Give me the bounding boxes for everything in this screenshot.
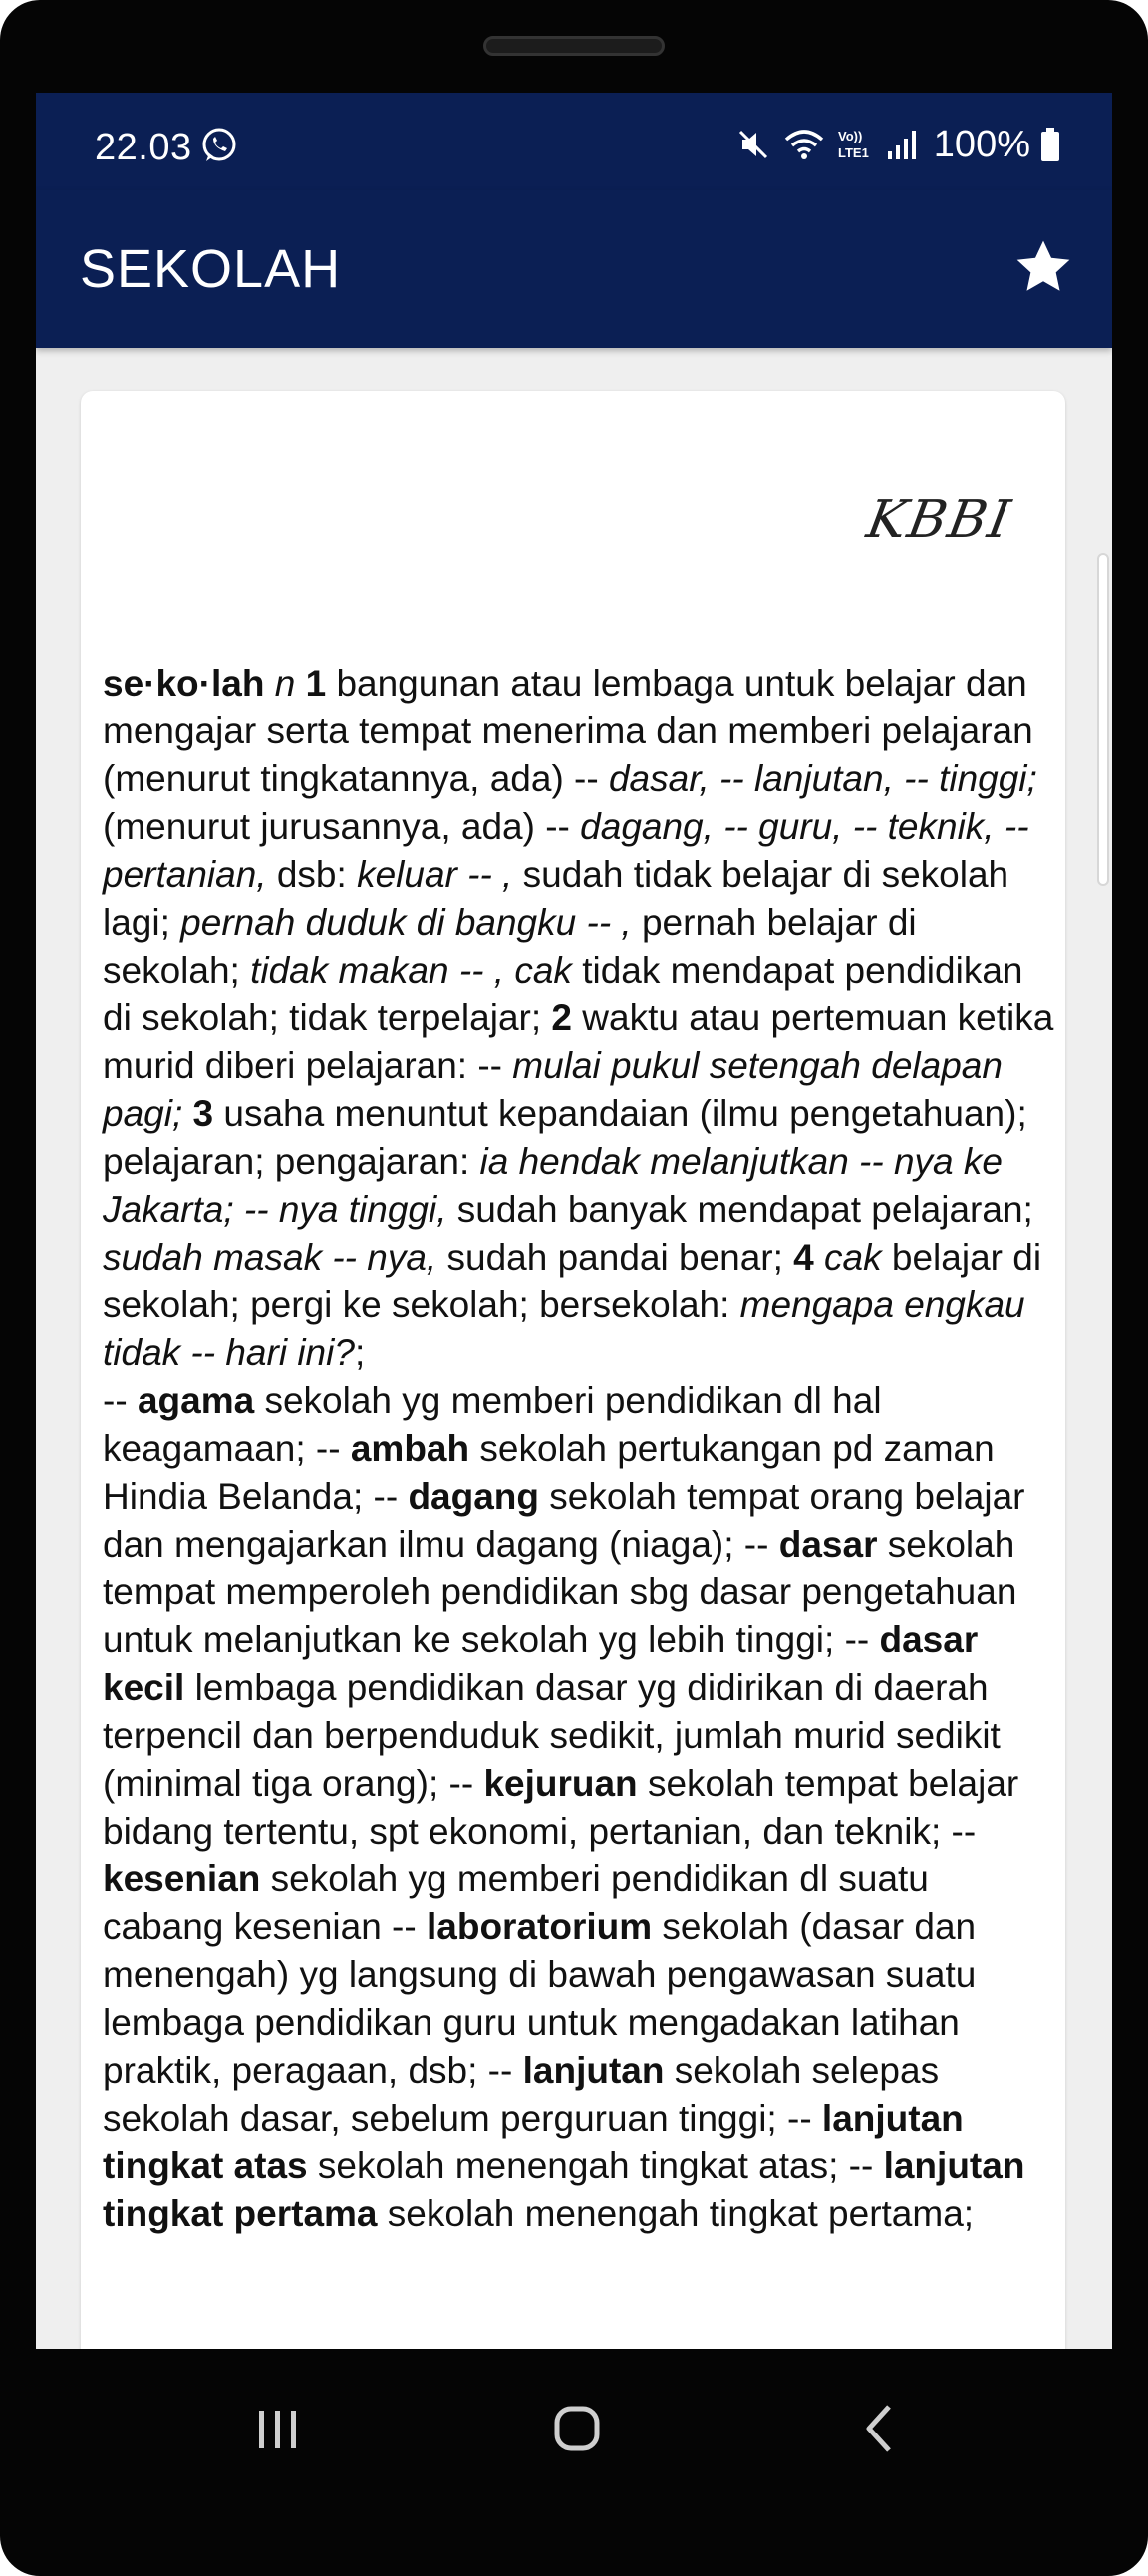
signal-icon	[886, 128, 920, 161]
sense-text: sudah pandai benar;	[446, 1237, 783, 1278]
sense-text: sudah tidak belajar di sekolah lagi;	[103, 854, 1009, 943]
volte-icon	[836, 126, 876, 163]
back-icon[interactable]	[847, 2399, 917, 2458]
dictionary-entry: se·ko·lah n 1 bangunan atau lembaga untuk belajar dan mengajar serta tempat menerima dan memberi pelajaran (menurut tingkatannya, ada) -- dasar, -- lanjutan, -- tinggi; (menurut jurusannya, ada) -- dagang, -- guru, -- teknik, -- pertanian, dsb: keluar -- , sudah tidak belajar di sekolah lagi; pernah duduk di bangku -- , pernah belajar di sekolah; tidak makan -- , cak tidak mendapat pendidikan di sekolah; tidak terpelajar; 2 waktu atau pertemuan ketika murid diberi pelajaran: -- mulai pukul setengah delapan pagi; 3 usaha menuntut kepandaian (ilmu pengetahuan); pelajaran; pengajaran: ia hendak melanjutkan -- nya ke Jakarta; -- nya tinggi, sudah banyak mendapat pelajaran; sudah masak -- nya, sudah pandai benar; 4 cak belajar di sekolah; pergi ke sekolah; bersekolah: mengapa engkau tidak -- hari ini?; -- agama sekolah yg memberi pendidikan dl hal keagamaan; -- ambah sekolah pertukangan pd zaman Hindia Belanda; -- dagang sekolah tempat orang belajar dan mengajarkan ilmu dagang (niaga); -- dasar sekolah tempat memperoleh pendidikan sbg dasar pengetahuan untuk melanjutkan ke sekolah yg lebih tinggi; -- dasar kecil lembaga pendidikan dasar yg didirikan di daerah terpencil dan berpenduduk sedikit, jumlah murid sedikit (minimal tiga orang); -- kejuruan sekolah tempat belajar bidang tertentu, spt ekonomi, pertanian, dan teknik; -- kesenian sekolah yg memberi pendidikan dl suatu cabang kesenian -- laboratorium sekolah (dasar dan menengah) yg langsung di bawah pengawasan suatu lembaga pendidikan guru untuk mengadakan latihan praktik, peragaan, dsb; -- lanjutan sekolah selepas sekolah dasar, sebelum perguruan tinggi; -- lanjutan tingkat atas sekolah menengah tingkat atas; -- lanjutan tingkat pertama sekolah menengah tingkat pertama;	[103, 663, 1054, 2234]
sub-entry-term: kesenian	[103, 1859, 261, 1899]
kbbi-logo: KBBI	[862, 490, 1016, 550]
sense-text: sudah banyak mendapat pelajaran;	[456, 1189, 1033, 1230]
sense-example: tidak makan -- ,	[250, 950, 505, 991]
svg-text:LTE1: LTE1	[837, 145, 869, 160]
app-bar	[36, 190, 1112, 348]
sense-text: (menurut jurusannya, ada) --	[103, 806, 570, 847]
sub-entry-term: lanjutan tingkat atas	[103, 2098, 964, 2186]
status-time: 22.03	[95, 127, 192, 168]
battery-percent: 100%	[933, 123, 1030, 165]
battery-icon	[1040, 127, 1060, 162]
sub-entry-def: sekolah yg memberi pendidikan dl suatu cabang kesenian	[103, 1859, 929, 1947]
sense-text: pernah belajar di sekolah;	[103, 902, 917, 991]
sub-entry-def: sekolah yg memberi pendidikan dl hal keagamaan;	[103, 1380, 882, 1469]
sub-entry-def: sekolah (dasar dan menengah) yg langsung di bawah pengawasan suatu lembaga pendidikan guru untuk mengadakan latihan praktik, peragaan, dsb;	[103, 1906, 977, 2091]
sense-example: keluar -- ,	[357, 854, 513, 895]
recent-apps-icon[interactable]	[243, 2399, 313, 2458]
svg-text:Vo)): Vo))	[837, 129, 863, 143]
sub-entry-def: sekolah menengah tingkat pertama;	[387, 2193, 975, 2234]
sense-text: ;	[354, 1332, 366, 1373]
sense-number: 4	[793, 1237, 814, 1278]
sense-number: 1	[305, 663, 327, 704]
status-icons	[734, 123, 1060, 166]
sense-text: waktu atau pertemuan ketika murid diberi pelajaran: --	[103, 998, 1054, 1086]
sub-entry-def: lembaga pendidikan dasar yg didirikan di daerah terpencil dan berpenduduk sedikit, jumlah murid sedikit (minimal tiga orang);	[103, 1667, 1001, 1804]
wifi-icon	[782, 126, 826, 163]
sense-example: mengapa engkau tidak -- hari ini?	[103, 1285, 1025, 1373]
mute-icon	[734, 126, 772, 163]
sense-text: usaha menuntut kepandaian (ilmu pengetahuan); pelajaran; pengajaran:	[103, 1093, 1027, 1182]
sub-entry-term: ambah	[350, 1428, 470, 1469]
sub-entry-def: sekolah pertukangan pd zaman Hindia Belanda;	[103, 1428, 995, 1517]
usage-label: cak	[824, 1237, 882, 1278]
sub-entry-def: sekolah selepas sekolah dasar, sebelum perguruan tinggi;	[103, 2050, 940, 2139]
sub-entry-term: dasar kecil	[103, 1619, 979, 1708]
sense-example: dagang, -- guru, -- teknik, -- pertanian,	[103, 806, 1029, 895]
sub-entry-term: dasar	[778, 1524, 878, 1565]
speaker-grille	[483, 36, 665, 56]
sense-example: mulai pukul setengah delapan pagi;	[103, 1045, 1003, 1134]
sub-entry-def: sekolah tempat orang belajar dan mengajarkan ilmu dagang (niaga);	[103, 1476, 1025, 1565]
sub-entry-term: laboratorium	[426, 1906, 653, 1947]
sense-number: 2	[551, 998, 572, 1038]
status-bar	[36, 93, 1112, 190]
home-icon[interactable]	[543, 2399, 613, 2458]
sense-text: dsb:	[276, 854, 347, 895]
sense-example: sudah masak -- nya,	[103, 1237, 437, 1278]
sub-entry-def: sekolah menengah tingkat atas;	[317, 2146, 839, 2186]
sub-entry-term: kejuruan	[483, 1763, 638, 1804]
whatsapp-icon	[199, 126, 239, 165]
definition-card	[81, 391, 1065, 2349]
sense-text: belajar di sekolah; pergi ke sekolah; bersekolah:	[103, 1237, 1042, 1325]
sub-entry-def: sekolah tempat memperoleh pendidikan sbg dasar pengetahuan untuk melanjutkan ke sekolah yg lebih tinggi;	[103, 1524, 1017, 1660]
sub-entry-term: dagang	[408, 1476, 540, 1517]
sub-entry-term: agama	[137, 1380, 255, 1421]
scrollbar[interactable]	[1097, 553, 1109, 886]
headword: se·ko·lah	[103, 663, 265, 704]
sense-example: pernah duduk di bangku -- ,	[180, 902, 632, 943]
sense-text: tidak mendapat pendidikan di sekolah; tidak terpelajar;	[103, 950, 1023, 1038]
sense-number: 3	[192, 1093, 214, 1134]
sub-entry-term: lanjutan tingkat pertama	[103, 2146, 1025, 2234]
usage-label: cak	[514, 950, 572, 991]
sub-entry-term: lanjutan	[522, 2050, 665, 2091]
part-of-speech: n	[274, 663, 296, 704]
page-title: SEKOLAH	[80, 239, 342, 299]
screen	[36, 93, 1112, 2349]
sub-entry-def: sekolah tempat belajar bidang tertentu, spt ekonomi, pertanian, dan teknik;	[103, 1763, 1019, 1852]
sense-example: dasar, -- lanjutan, -- tinggi;	[608, 758, 1037, 799]
favorite-star-icon[interactable]	[1012, 236, 1074, 298]
sense-text: bangunan atau lembaga untuk belajar dan mengajar serta tempat menerima dan memberi pelajaran (menurut tingkatannya, ada) --	[103, 663, 1033, 799]
system-nav-bar	[0, 2349, 1148, 2508]
sense-example: ia hendak melanjutkan -- nya ke Jakarta; -- nya tinggi,	[103, 1141, 1003, 1230]
